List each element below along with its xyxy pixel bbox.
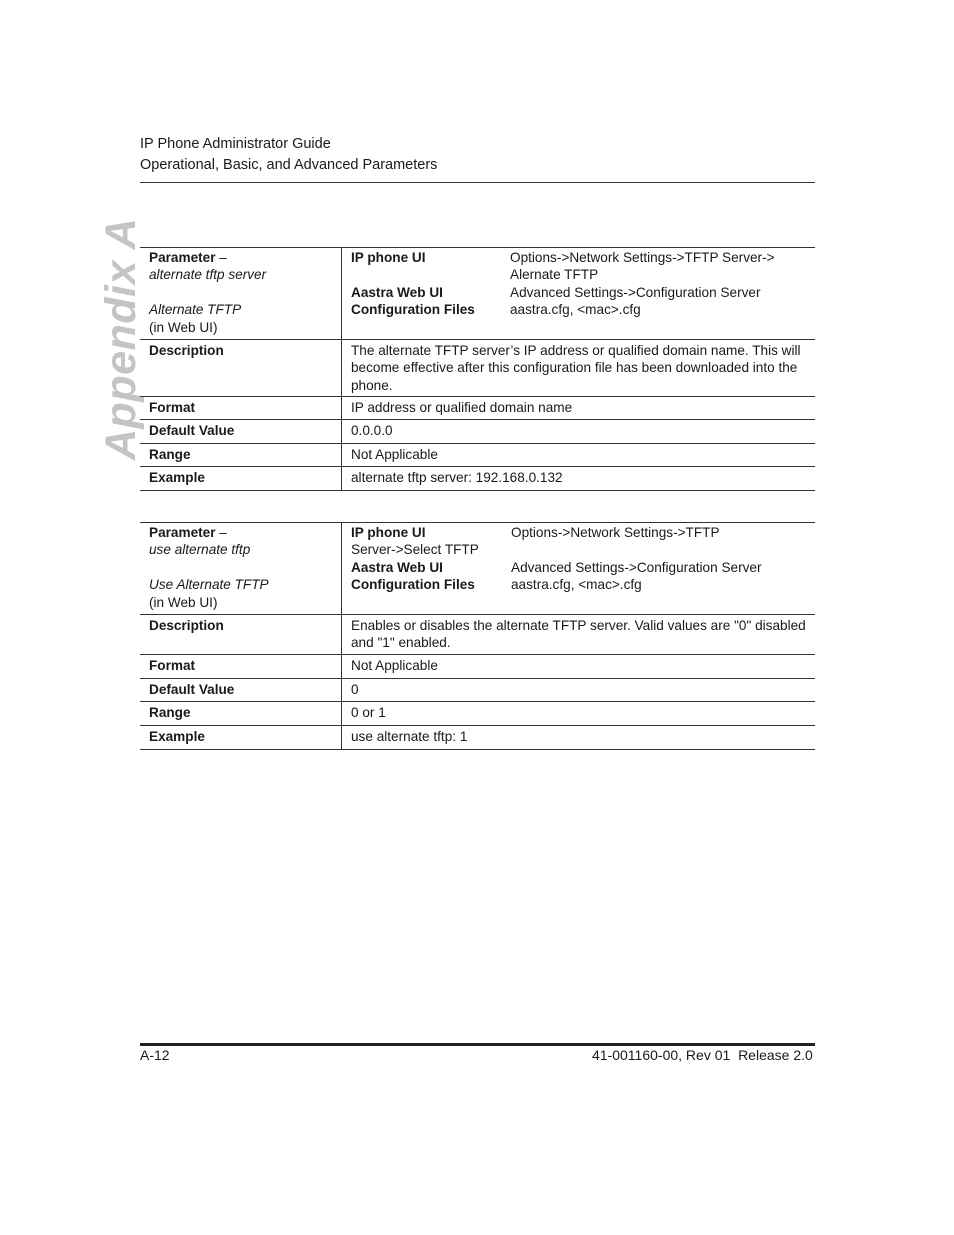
ip-phone-ui-path-cont: Server->Select TFTP [351, 542, 479, 558]
config-files-value: aastra.cfg, <mac>.cfg [510, 302, 641, 318]
row-label: Example [140, 726, 342, 750]
parameter-cell [140, 248, 342, 340]
web-ui-label: Aastra Web UI [351, 559, 443, 575]
web-ui-path: Advanced Settings->Configuration Server [510, 284, 761, 300]
row-value: 0 or 1 [351, 705, 386, 720]
row-value: IP address or qualified domain name [351, 400, 573, 415]
webui-parameter-name: Use Alternate TFTP [149, 577, 269, 593]
row-value: The alternate TFTP server’s IP address or qualified domain name. This will become effective after this configuration file has been downloaded into the phone. [351, 343, 801, 393]
webui-parameter-name: Alternate TFTP [149, 302, 242, 318]
row-label: Default Value [140, 420, 342, 444]
parameter-cell [140, 523, 342, 615]
format-row [140, 397, 815, 420]
config-files-value: aastra.cfg, <mac>.cfg [511, 577, 642, 593]
location-cell [342, 523, 816, 615]
page-number: A-12 [140, 1047, 170, 1063]
parameter-label: Parameter [149, 250, 216, 265]
web-ui-label: Aastra Web UI [351, 284, 443, 300]
parameter-table-use-alternate-tftp [140, 522, 815, 750]
parameter-dash: – [215, 250, 227, 265]
header-title: IP Phone Administrator Guide [140, 136, 331, 152]
range-row [140, 444, 815, 467]
parameter-name: use alternate tftp [149, 542, 251, 558]
row-label: Default Value [140, 679, 342, 702]
default-value-row [140, 679, 815, 702]
row-value: alternate tftp server: 192.168.0.132 [351, 470, 563, 485]
format-row [140, 655, 815, 679]
row-label: Format [140, 655, 342, 679]
config-files-label: Configuration Files [351, 577, 475, 593]
parameter-name: alternate tftp server [149, 267, 267, 283]
parameter-row [140, 248, 815, 340]
row-label: Example [140, 467, 342, 491]
example-row [140, 726, 815, 750]
range-row [140, 702, 815, 726]
row-label: Description [140, 615, 342, 655]
example-row [140, 467, 815, 491]
row-value: Not Applicable [351, 447, 438, 462]
description-row [140, 340, 815, 397]
ip-phone-ui-path: Options->Network Settings->TFTP Server-> [510, 250, 775, 265]
row-label: Range [140, 444, 342, 467]
row-label: Range [140, 702, 342, 726]
row-value: 0 [351, 682, 359, 697]
description-row [140, 615, 815, 655]
ip-phone-ui-path: Options->Network Settings->TFTP [511, 525, 720, 540]
row-value: Enables or disables the alternate TFTP server. Valid values are "0" disabled and "1" enabled. [351, 618, 806, 651]
row-label: Description [140, 340, 342, 397]
row-value: 0.0.0.0 [351, 423, 393, 438]
parameter-label: Parameter [149, 525, 216, 540]
appendix-side-tab: Appendix A [97, 217, 145, 460]
parameter-dash: – [215, 525, 227, 540]
location-cell [342, 248, 816, 340]
default-value-row [140, 420, 815, 444]
ip-phone-ui-path-cont: Alernate TFTP [510, 267, 599, 283]
header-divider [140, 182, 815, 183]
row-value: Not Applicable [351, 658, 438, 673]
row-label: Format [140, 397, 342, 420]
ip-phone-ui-label: IP phone UI [351, 250, 426, 265]
webui-note: (in Web UI) [149, 594, 218, 610]
web-ui-path: Advanced Settings->Configuration Server [511, 559, 762, 575]
footer-divider [140, 1043, 815, 1046]
webui-note: (in Web UI) [149, 319, 218, 335]
parameter-row [140, 523, 815, 615]
parameter-table-alternate-tftp-server [140, 247, 815, 491]
header-subtitle: Operational, Basic, and Advanced Parameters [140, 157, 438, 173]
row-value: use alternate tftp: 1 [351, 729, 468, 744]
document-id: 41-001160-00, Rev 01 Release 2.0 [592, 1047, 813, 1063]
config-files-label: Configuration Files [351, 302, 475, 318]
ip-phone-ui-label: IP phone UI [351, 525, 426, 540]
